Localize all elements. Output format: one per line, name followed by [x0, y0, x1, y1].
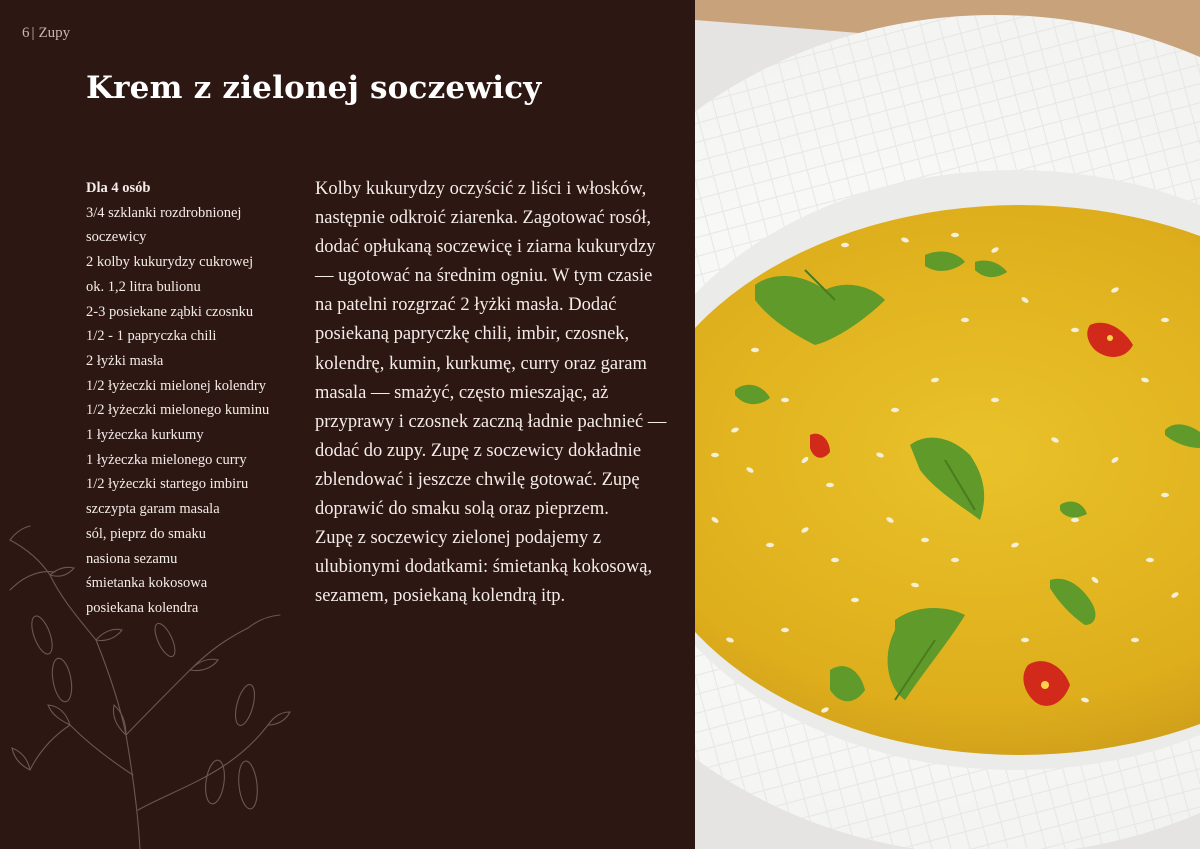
section-name: Zupy — [38, 25, 71, 41]
ingredient-item: śmietanka kokosowa — [86, 575, 208, 592]
ingredients-section — [86, 176, 286, 621]
ingredient-item: ok. 1,2 litra bulionu — [86, 278, 201, 295]
servings-heading: Dla 4 osób — [86, 180, 151, 196]
ingredient-item: 1/2 - 1 papryczka chili — [86, 328, 217, 345]
ingredients-list — [86, 201, 286, 621]
ingredient-item: 2-3 posiekane ząbki czosnku — [86, 303, 254, 320]
ingredient-item: 1 łyżeczka mielonego curry — [86, 451, 247, 468]
method-paragraph: Kolby kukurydzy oczyścić z liści i włosków, następnie odkroić ziarenka. Zagotować rosół, dodać opłukaną soczewicę i ziarna kukurydzy — ugotować na średnim ogniu. W tym czasie na patelni rozgrzać 2 łyżki masła. Dodać posiekaną papryczkę chili, imbir, czosnek, kolendrę, kumin, kurkumę, curry oraz garam masala — smażyć, często mieszając, aż przyprawy i czosnek zaczną ładnie pachnieć — dodać do zupy. Zupę z soczewicy dokładnie zblendować i jeszcze chwilę gotować. Zupę doprawić do smaku solą oraz pieprzem. — [315, 179, 667, 520]
page-header — [22, 25, 70, 42]
ingredient-item: 3/4 szklanki rozdrobnionej soczewicy — [86, 204, 242, 246]
ingredient-item: 1 łyżeczka kurkumy — [86, 427, 204, 444]
method-section — [315, 175, 670, 611]
ingredient-item: 1/2 łyżeczki startego imbiru — [86, 476, 249, 493]
soup-bowl-illustration — [695, 0, 1200, 849]
ingredient-item: szczypta garam masala — [86, 501, 220, 518]
header-separator: | — [31, 25, 35, 41]
ingredient-item: 2 łyżki masła — [86, 352, 164, 369]
ingredient-item: posiekana kolendra — [86, 599, 199, 616]
ingredient-item: 2 kolby kukurydzy cukrowej — [86, 254, 254, 271]
ingredient-item: sól, pieprz do smaku — [86, 525, 207, 542]
soup-photo — [695, 0, 1200, 849]
recipe-title: Krem z zielonej soczewicy — [86, 70, 542, 106]
ingredient-item: nasiona sezamu — [86, 550, 178, 567]
ingredient-item: 1/2 łyżeczki mielonego kuminu — [86, 402, 270, 419]
ingredient-item: 1/2 łyżeczki mielonej kolendry — [86, 377, 266, 394]
page-number: 6 — [22, 25, 30, 41]
method-paragraph: Zupę z soczewicy zielonej podajemy z ulubionymi dodatkami: śmietanką kokosową, sezamem, posiekaną kolendrą itp. — [315, 528, 653, 607]
